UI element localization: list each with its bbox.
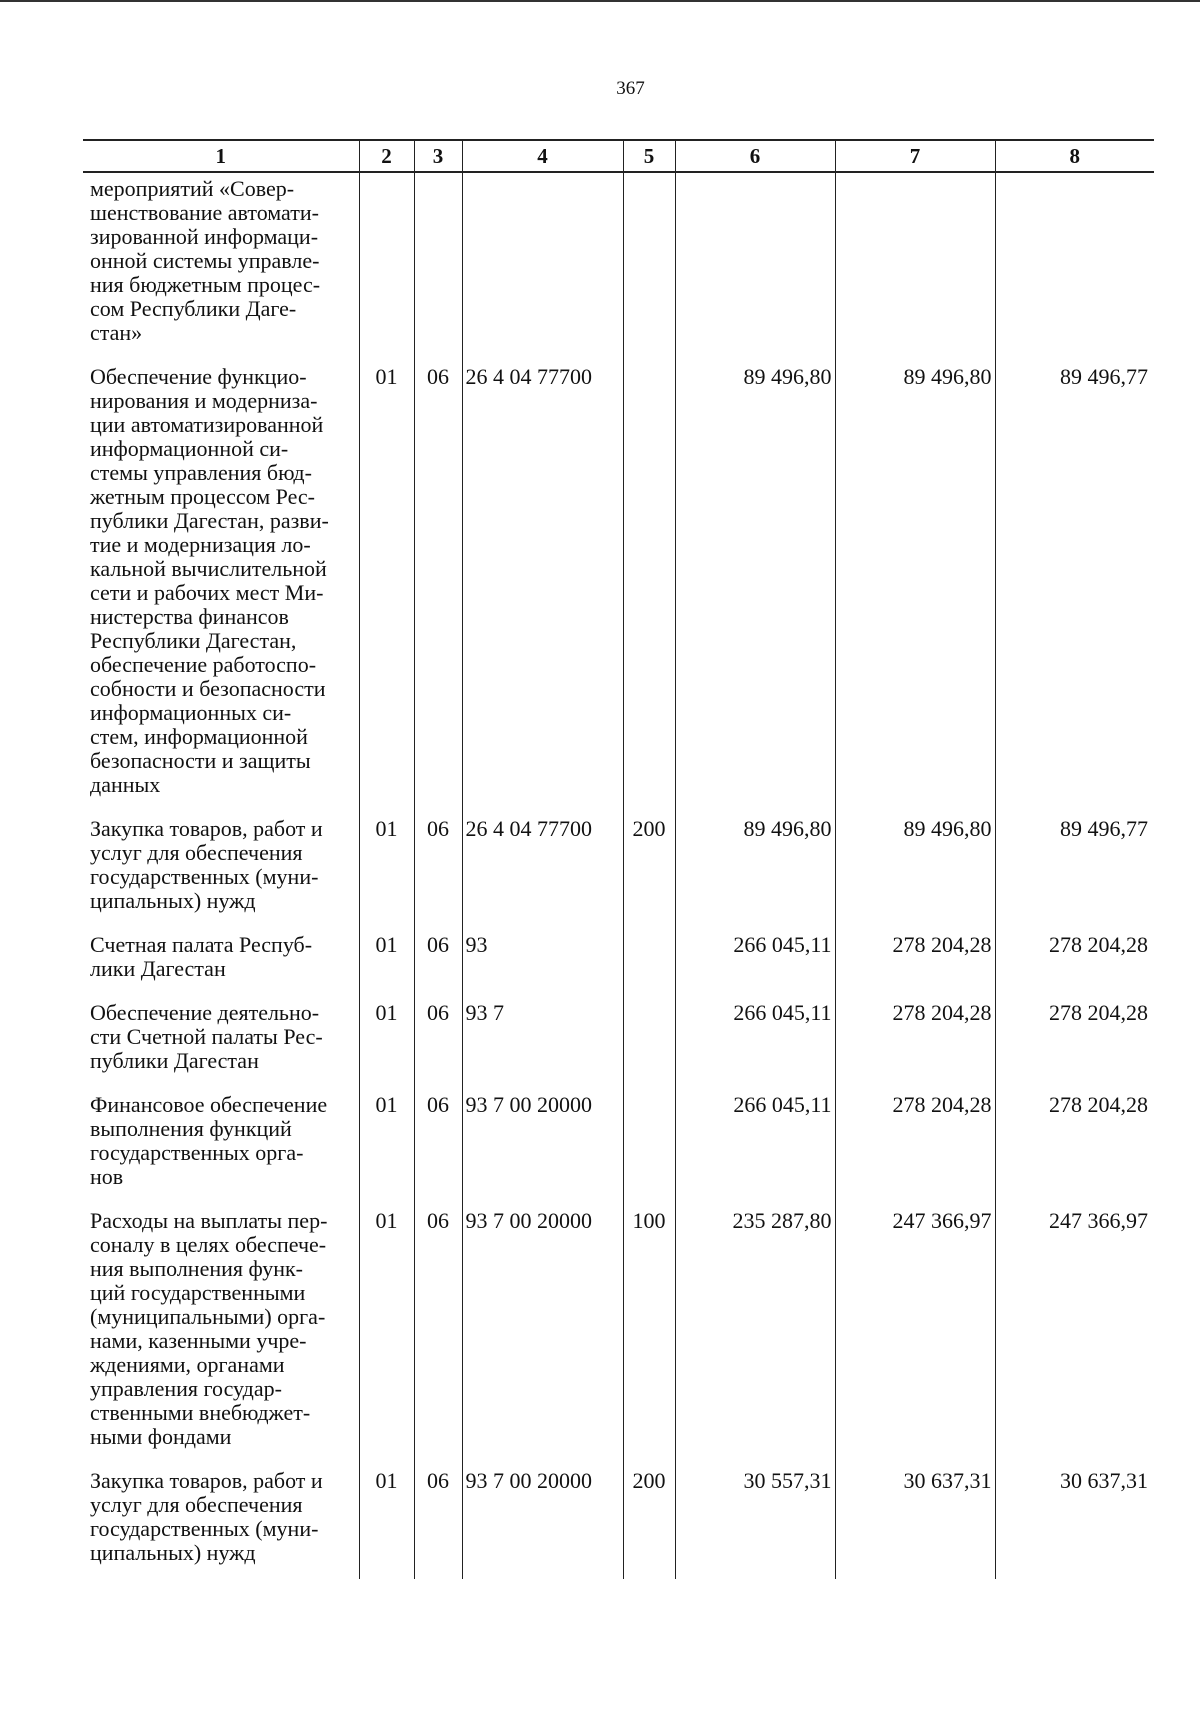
- table-row: [83, 1205, 1154, 1465]
- row-amount-col8: [995, 172, 1154, 361]
- row-subsection: 06: [414, 1089, 462, 1205]
- row-name: мероприятий «Совер- шенствование автомати- зированной информаци- онной системы управле- ния бюджетным процес- сом Республики Даге- стан»: [90, 176, 321, 345]
- row-name: Закупка товаров, работ и услуг для обеспечения государственных (муни- ципальных) нужд: [90, 816, 323, 913]
- row-amount-col7: 247 366,97: [835, 1205, 995, 1465]
- header-col-5: 5: [623, 140, 675, 172]
- row-name: Обеспечение функцио- нирования и модерниза- ции автоматизированной информационной си- стемы управления бюд- жетным процессом Рес- публики Дагестан, разви- тие и модернизация ло- кальной вычислительной сети и рабочих мест Ми- нистерства финансов Республики Дагестан, обеспечение работоспо- собности и безопасности информационных си- стем, информационной безопасности и защиты данных: [90, 364, 329, 797]
- row-name: Счетная палата Респуб- лики Дагестан: [90, 932, 313, 981]
- budget-table: [83, 139, 1154, 1579]
- row-amount-col7: 89 496,80: [835, 361, 995, 813]
- row-section: [359, 172, 414, 361]
- row-expense-type: 200: [623, 1465, 675, 1579]
- row-amount-col7: 278 204,28: [835, 929, 995, 997]
- table-row: [83, 929, 1154, 997]
- row-amount-col7: 278 204,28: [835, 1089, 995, 1205]
- header-col-3: 3: [414, 140, 462, 172]
- row-name: Финансовое обеспечение выполнения функций государственных орга- нов: [90, 1092, 328, 1189]
- row-target-article: 93 7 00 20000: [462, 1089, 623, 1205]
- row-amount-col6: 235 287,80: [675, 1205, 835, 1465]
- row-section: 01: [359, 1089, 414, 1205]
- row-section: 01: [359, 1205, 414, 1465]
- row-amount-col6: 30 557,31: [675, 1465, 835, 1579]
- row-subsection: 06: [414, 813, 462, 929]
- row-target-article: 93: [462, 929, 623, 997]
- row-name: Обеспечение деятельно- сти Счетной палаты Рес- публики Дагестан: [90, 1000, 323, 1073]
- row-amount-col8: 278 204,28: [995, 997, 1154, 1089]
- row-name: Закупка товаров, работ и услуг для обеспечения государственных (муни- ципальных) нужд: [90, 1468, 323, 1565]
- row-amount-col7: 30 637,31: [835, 1465, 995, 1579]
- row-section: 01: [359, 929, 414, 997]
- row-expense-type: [623, 997, 675, 1089]
- row-expense-type: [623, 172, 675, 361]
- table-row: [83, 997, 1154, 1089]
- row-amount-col8: 278 204,28: [995, 929, 1154, 997]
- row-name: Расходы на выплаты пер- соналу в целях обеспече- ния выполнения функ- ций государственными (муниципальными) орга- нами, казенными учре- ждениями, органами управления государ- ственными внебюджет- ными фондами: [90, 1208, 328, 1449]
- row-expense-type: 100: [623, 1205, 675, 1465]
- row-target-article: 26 4 04 77700: [462, 361, 623, 813]
- table-header: [83, 140, 1154, 172]
- row-expense-type: [623, 361, 675, 813]
- table-row: [83, 172, 1154, 361]
- header-col-7: 7: [835, 140, 995, 172]
- row-subsection: 06: [414, 929, 462, 997]
- top-edge-rule: [0, 0, 1200, 2]
- row-subsection: 06: [414, 997, 462, 1089]
- row-amount-col8: 89 496,77: [995, 361, 1154, 813]
- row-amount-col7: 89 496,80: [835, 813, 995, 929]
- header-col-4: 4: [462, 140, 623, 172]
- row-target-article: 93 7 00 20000: [462, 1205, 623, 1465]
- table-row: [83, 813, 1154, 929]
- row-expense-type: [623, 929, 675, 997]
- row-amount-col6: 266 045,11: [675, 997, 835, 1089]
- row-subsection: [414, 172, 462, 361]
- header-col-6: 6: [675, 140, 835, 172]
- row-amount-col8: 247 366,97: [995, 1205, 1154, 1465]
- row-amount-col7: [835, 172, 995, 361]
- row-section: 01: [359, 997, 414, 1089]
- header-row: [83, 140, 1154, 172]
- row-amount-col6: 89 496,80: [675, 361, 835, 813]
- row-amount-col8: 30 637,31: [995, 1465, 1154, 1579]
- table-body: [83, 172, 1154, 1579]
- table-row: [83, 1465, 1154, 1579]
- row-amount-col7: 278 204,28: [835, 997, 995, 1089]
- row-target-article: 93 7: [462, 997, 623, 1089]
- row-subsection: 06: [414, 1465, 462, 1579]
- table-row: [83, 361, 1154, 813]
- row-amount-col6: 89 496,80: [675, 813, 835, 929]
- table-row: [83, 1089, 1154, 1205]
- row-target-article: 93 7 00 20000: [462, 1465, 623, 1579]
- row-amount-col8: 89 496,77: [995, 813, 1154, 929]
- header-col-1: 1: [83, 140, 359, 172]
- row-expense-type: [623, 1089, 675, 1205]
- page-number: 367: [616, 78, 645, 99]
- row-amount-col6: 266 045,11: [675, 1089, 835, 1205]
- row-target-article: 26 4 04 77700: [462, 813, 623, 929]
- row-amount-col6: [675, 172, 835, 361]
- row-subsection: 06: [414, 361, 462, 813]
- header-col-2: 2: [359, 140, 414, 172]
- row-section: 01: [359, 1465, 414, 1579]
- header-col-8: 8: [995, 140, 1154, 172]
- row-expense-type: 200: [623, 813, 675, 929]
- row-section: 01: [359, 361, 414, 813]
- row-target-article: [462, 172, 623, 361]
- row-amount-col6: 266 045,11: [675, 929, 835, 997]
- row-section: 01: [359, 813, 414, 929]
- row-subsection: 06: [414, 1205, 462, 1465]
- row-amount-col8: 278 204,28: [995, 1089, 1154, 1205]
